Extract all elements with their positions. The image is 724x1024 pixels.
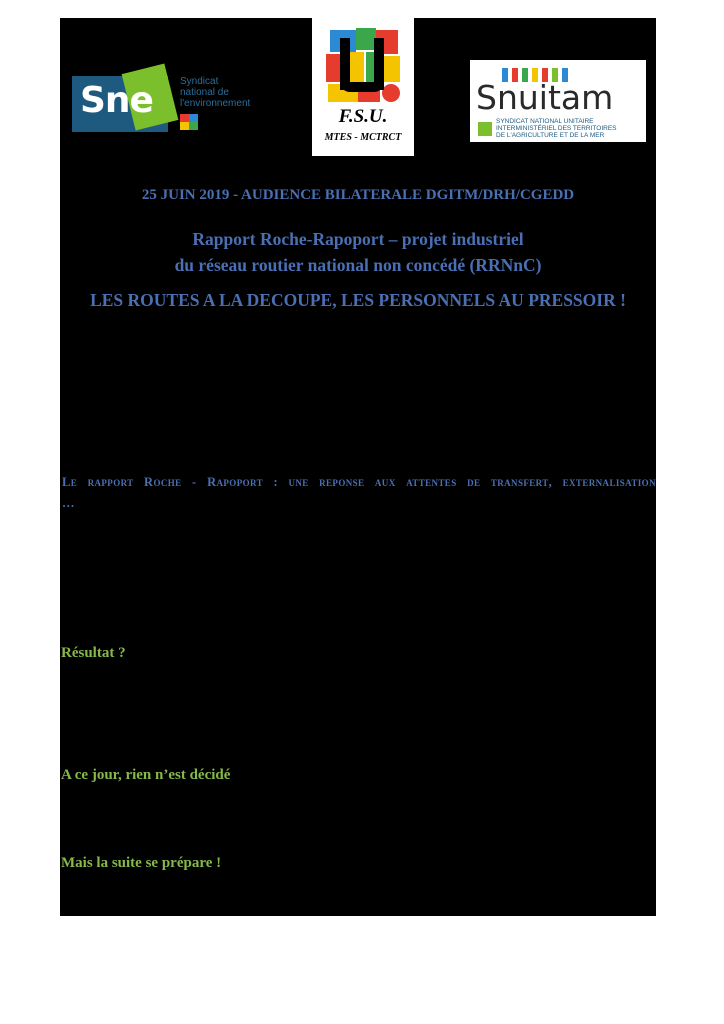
sne-caption-line: Syndicat [180, 76, 219, 87]
audience-date-heading: 25 JUIN 2019 - AUDIENCE BILATERALE DGITM/DRH/CGEDD [141, 187, 575, 203]
fsu-colored-u-icon [326, 28, 402, 104]
section-title: Le rapport Roche - Rapoport : une reponse aux attentes de transfert, externalisation … [62, 475, 656, 510]
snuitam-caption-line: INTERMINISTÉRIEL DES TERRITOIRES [496, 125, 617, 132]
sne-logo [72, 66, 262, 136]
snuitam-logo [470, 60, 646, 142]
report-title-line: du réseau routier national non concédé (RRNnC) [174, 255, 542, 275]
fsu-mini-icon [180, 114, 198, 130]
report-title-line: Rapport Roche-Rapoport – projet industriel [192, 229, 524, 249]
fsu-logo-title: F.S.U. [338, 106, 388, 127]
slogan-heading: LES ROUTES A LA DECOUPE, LES PERSONNELS AU PRESSOIR ! [90, 290, 626, 310]
sne-caption-line: national de [180, 87, 229, 98]
fsu-logo-subtitle: MTES - MCTRCT [324, 132, 402, 143]
snuitam-caption-line: DE L'AGRICULTURE ET DE LA MER [496, 132, 605, 139]
snuitam-caption-line: SYNDICAT NATIONAL UNITAIRE [496, 118, 594, 125]
sne-caption-line: l'environnement [180, 98, 251, 109]
closing-line: Mais la suite se prépare ! [61, 855, 222, 871]
sne-logo-caption [180, 76, 250, 109]
snuitam-logo-word: Snuitam [476, 78, 614, 117]
status-line: A ce jour, rien n’est décidé [61, 767, 231, 783]
fsu-logo [312, 18, 414, 156]
fsu-badge-icon [478, 122, 492, 136]
report-title [60, 226, 656, 278]
sne-logo-word: Sne [80, 80, 153, 121]
snuitam-logo-caption [496, 118, 617, 139]
result-label: Résultat ? [61, 645, 126, 661]
